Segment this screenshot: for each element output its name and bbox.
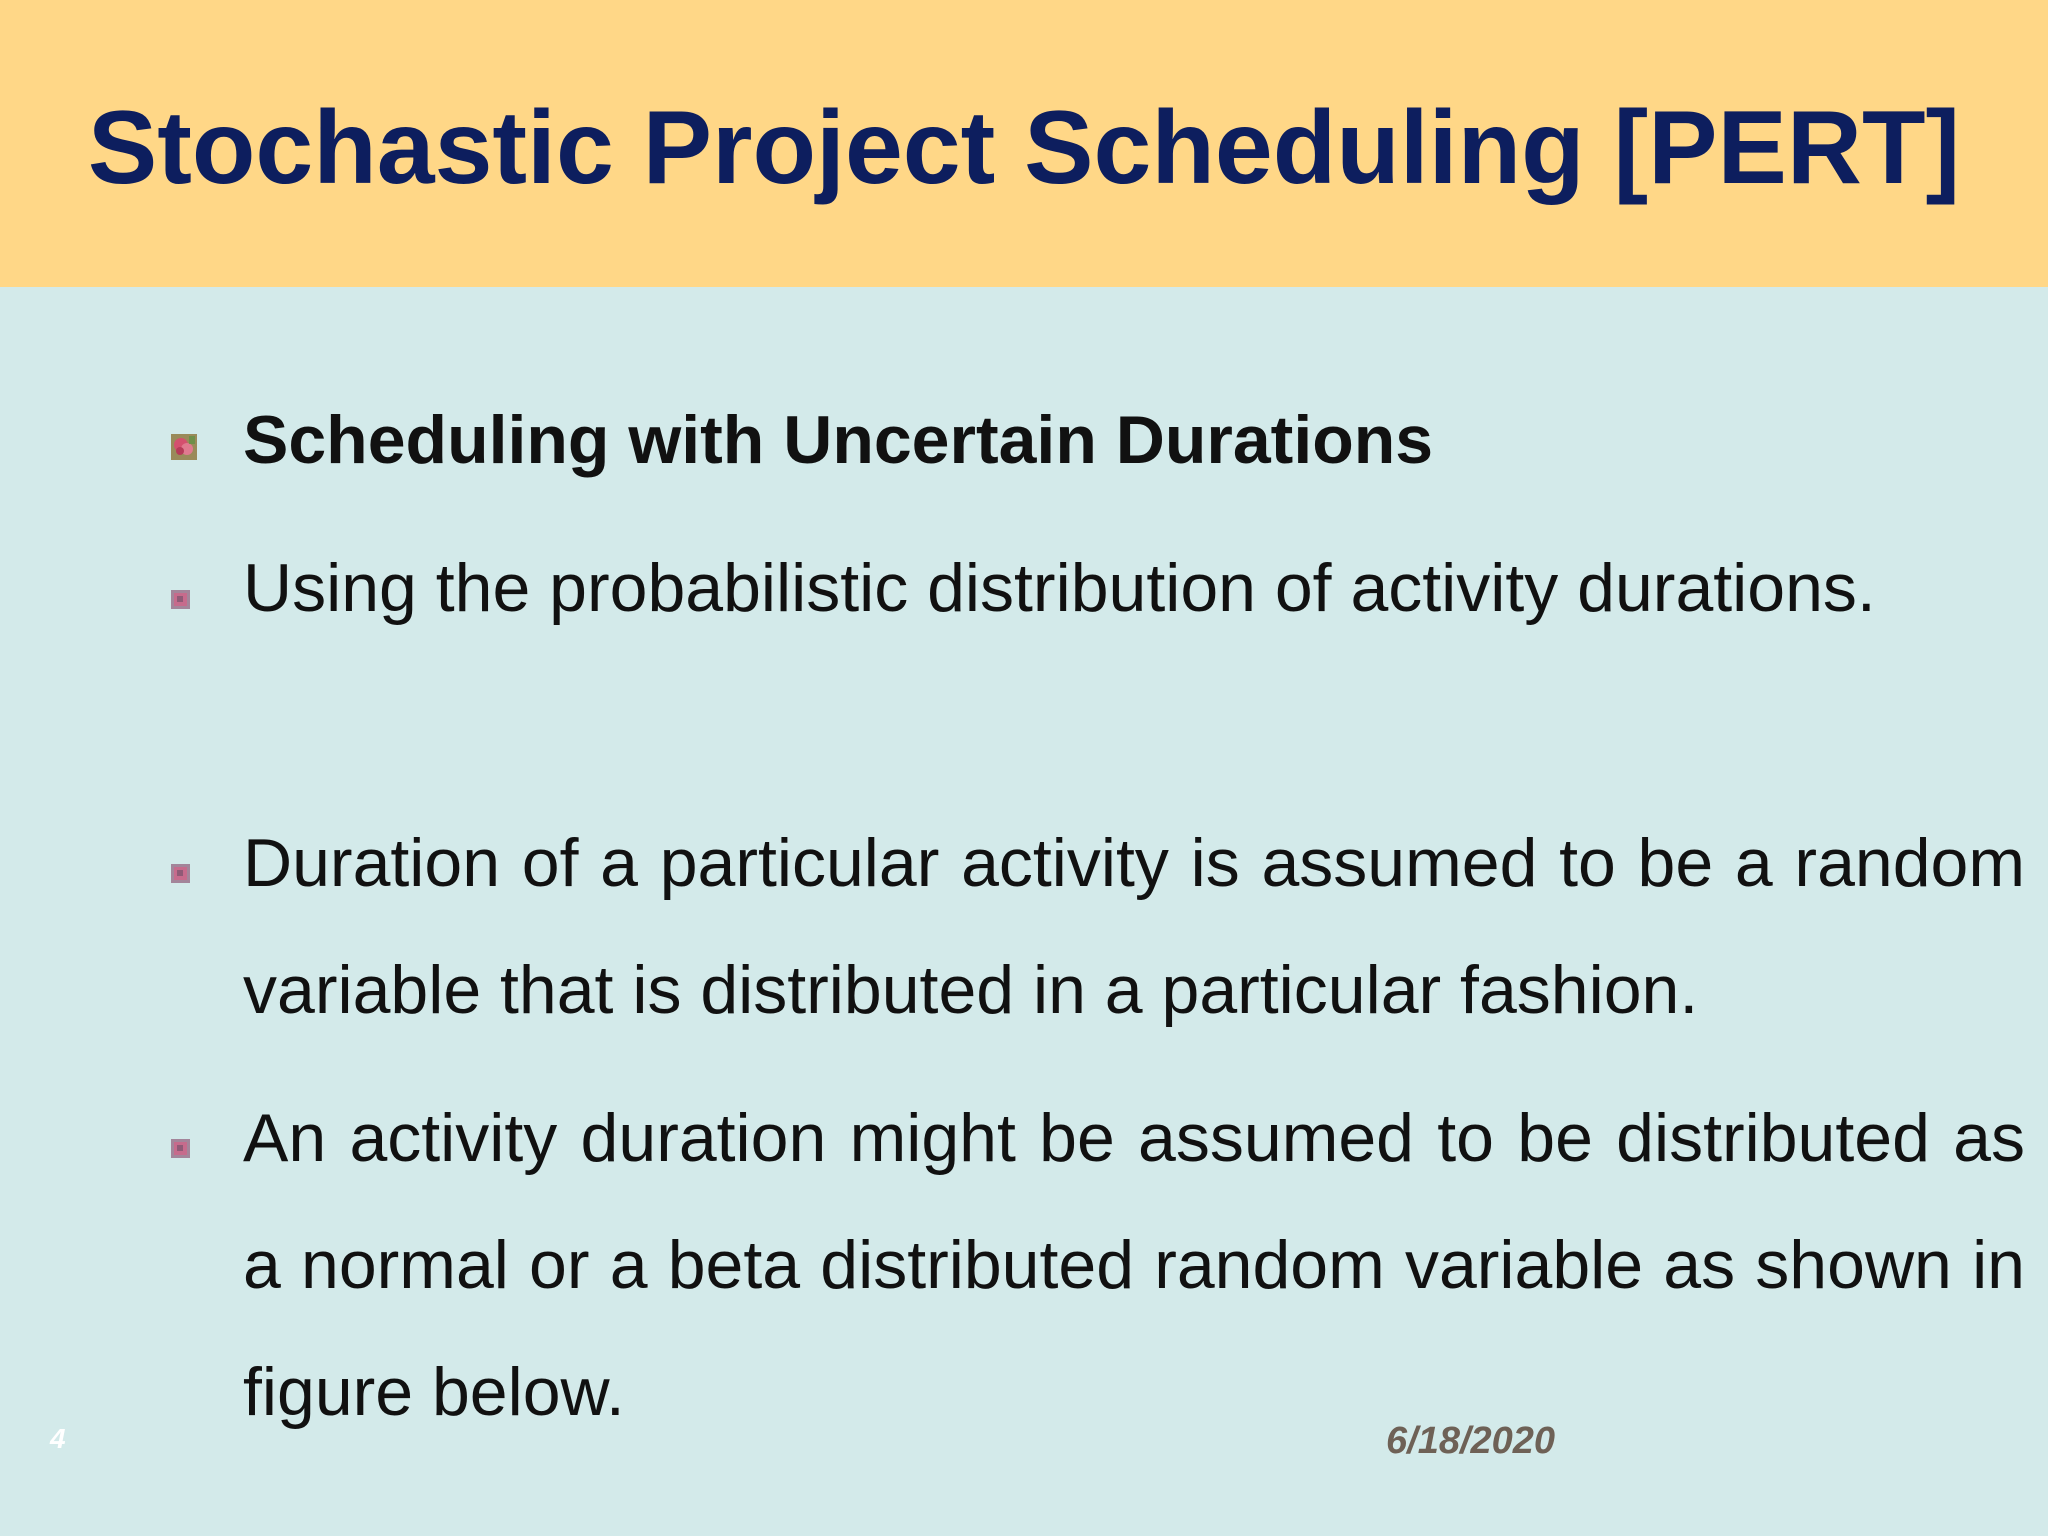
slide-date: 6/18/2020 [1386,1420,1556,1462]
flower-bullet-icon [171,434,190,453]
slide-number: 4 [50,1423,66,1454]
bullet-text-2: Using the probabilistic distribution of activity durations. [243,550,1876,626]
square-bullet-icon [171,1139,190,1158]
slide-title: Stochastic Project Scheduling [PERT] [87,90,1961,206]
bullet-text-4: An activity duration might be assumed to be distributed as a normal or a beta distributed random variable as shown in figure below. [243,1100,2025,1430]
bullet-text-3: Duration of a particular activity is assumed to be a random variable that is distributed in a particular fashion. [243,825,2025,1028]
bullet-text-1: Scheduling with Uncertain Durations [243,402,1434,478]
square-bullet-icon [171,590,190,609]
square-bullet-icon [171,864,190,883]
